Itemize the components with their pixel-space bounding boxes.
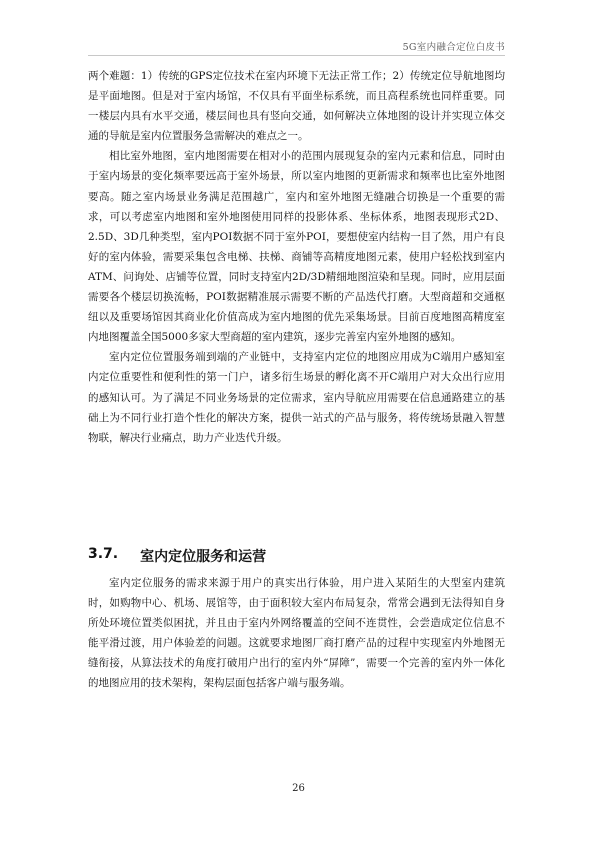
section-title: 室内定位服务和运营: [140, 549, 267, 565]
running-header-title: 5G室内融合定位白皮书: [402, 42, 505, 53]
paragraph: 两个难题：1）传统的GPS定位技术在室内环境下无法正常工作；2）传统定位导航地图均是平面地图。但是对于室内场馆，不仅具有平面坐标系统，而且高程系统也同样重要。同一楼层内具有水平交通，楼层间也具有竖向交通，如何解决立体地图的设计并实现立体交通的导航是室内位置服务急需解决的难点之一。: [88, 70, 505, 143]
section-body-text: [88, 573, 505, 694]
body-text-block: [88, 66, 505, 448]
section-heading: [88, 546, 266, 566]
header-divider: [88, 55, 505, 56]
section-number: 3.7.: [88, 546, 119, 562]
page-number: 26: [292, 783, 305, 794]
paragraph: 室内定位服务的需求来源于用户的真实出行体验，用户进入某陌生的大型室内建筑时，如购物中心、机场、展馆等，由于面积较大室内布局复杂，常常会遇到无法得知自身所处环境位置类似困扰，并且由于室内外网络覆盖的空间不连贯性，会尝造成定位信息不能平滑过渡，用户体验差的问题。这就要求地图厂商打磨产品的过程中实现室内外地图无缝衔接，从算法技术的角度打破用户出行的室内外“屏障”，需要一个完善的室内外一体化的地图应用的技术架构，架构层面包括客户端与服务端。: [88, 577, 505, 690]
paragraph: 相比室外地图，室内地图需要在相对小的范围内展现复杂的室内元素和信息，同时由于室内场景的变化频率要远高于室外场景，所以室内地图的更新需求和频率也比室外地图要高。随之室内场景业务满足范围越广，室内和室外地图无缝融合切换是一个重要的需求，可以考虑室内地图和室外地图使用同样的投影体系、坐标体系，地图表现形式2D、2.5D、3D几种类型，室内POI数据不同于室外POI，要想使室内结构一目了然，用户有良好的室内体验，需要采集包含电梯、扶梯、商铺等高精度地图元素，使用户轻松找到室内ATM、问询处、店铺等位置，同时支持室内2D/3D精细地图渲染和呈现。同时，应用层面需要各个楼层切换流畅，POI数据精准展示需要不断的产品迭代打磨。大型商超和交通枢纽以及重要场馆因其商业化价值高成为室内地图的优先采集场景。目前百度地图高精度室内地图覆盖全国5000多家大型商超的室内建筑，逐步完善室内室外地图的感知。: [88, 150, 505, 344]
paragraph: 室内定位位置服务端到端的产业链中，支持室内定位的地图应用成为C端用户感知室内定位重要性和便利性的第一门户，诸多衍生场景的孵化离不开C端用户对大众出行应用的感知认可。为了满足不同业务场景的定位需求，室内导航应用需要在信息通路建立的基础上为不同行业打造个性化的解决方案，提供一站式的产品与服务，将传统场景融入智慧物联，解决行业痛点，助力产业迭代升级。: [88, 351, 505, 444]
